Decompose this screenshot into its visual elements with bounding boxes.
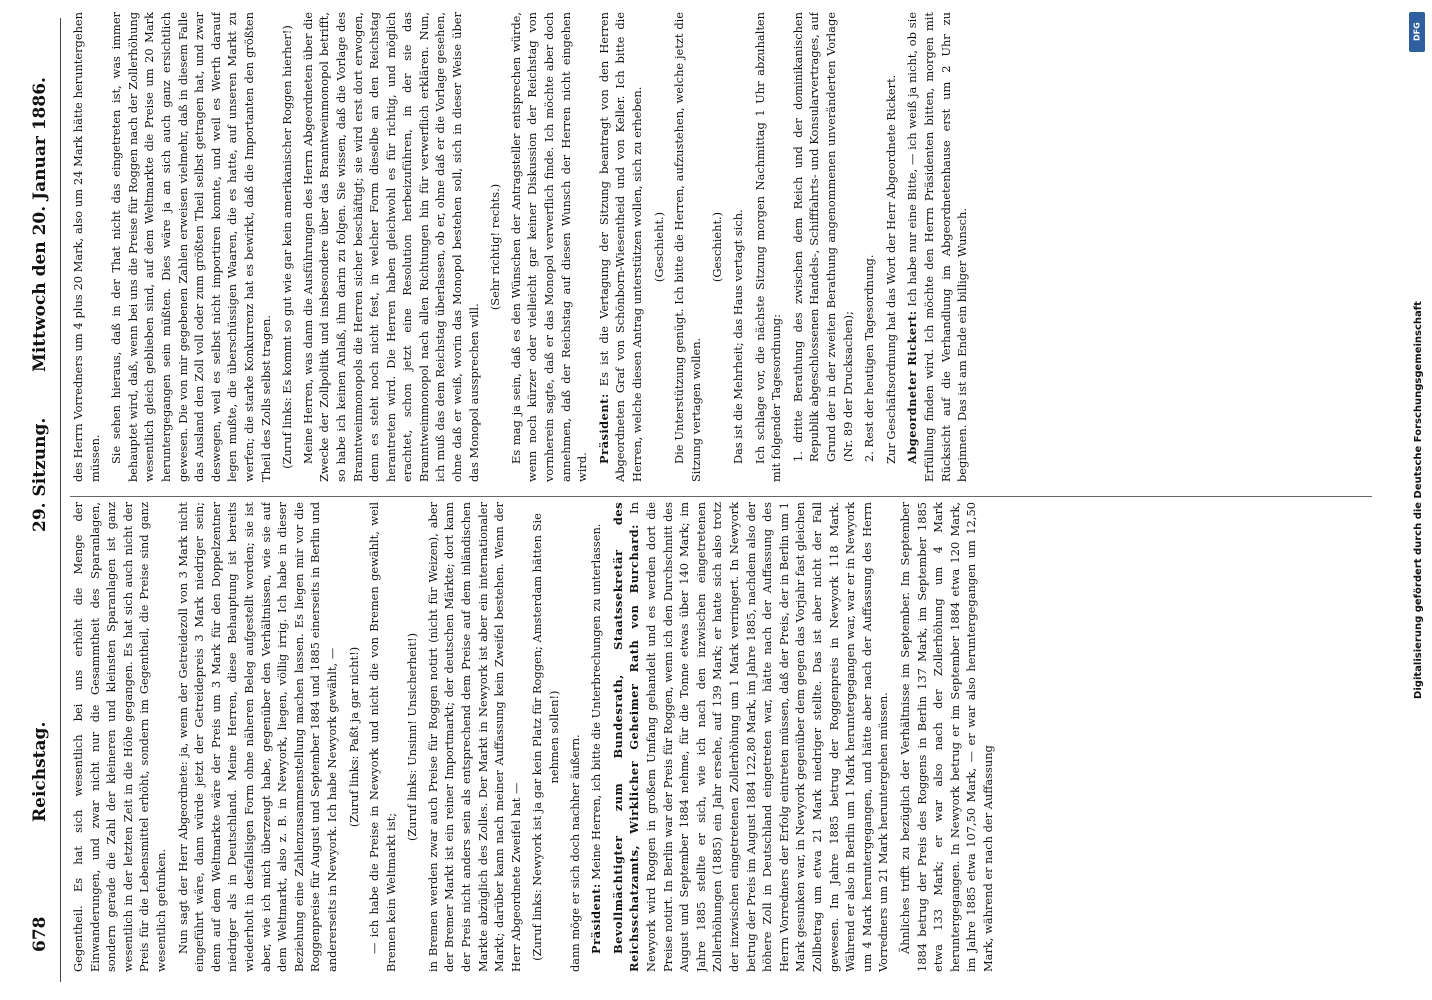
right-interjection [487, 12, 504, 482]
left-interjection [404, 502, 421, 972]
text-columns [70, 12, 1372, 982]
right-interjection [709, 12, 726, 482]
paragraph-text: Zur Geschäftsordnung hat das Wort der Herr Abgeordnete Rickert. [883, 74, 898, 464]
speaker-name: Bevollmächtigter zum Bundesrath, Staatssekretär des Reichsschatzamts, Wirklicher Geheimer Rath von Burchard: [610, 502, 642, 972]
right-interjection [651, 12, 668, 482]
paragraph-text: des Herrn Vorredners um 4 plus 20 Mark, also um 24 Mark hätte heruntergehen müssen. [71, 12, 102, 482]
paragraph-text: dann möge er sich doch nachher äußern. [567, 734, 582, 972]
paragraph-text: (Zuruf links: Paßt ja gar nicht!) [346, 646, 361, 828]
speaker-name: Präsident: [589, 883, 604, 954]
right-paragraph [752, 12, 785, 482]
right-paragraph [70, 12, 103, 482]
page-body [20, 12, 1372, 982]
left-paragraph [588, 502, 605, 972]
speaker-name: Abgeordneter Rickert: [905, 310, 920, 464]
paragraph-text: Meine Herren, was dann die Ausführungen des Herrn Abgeordneten über die Zwecke der Zollpolitik und insbesondere über das Branntweinmonopol betrifft, so habe ich keinen Anlaß, ihm darin zu folgen. Sie wissen, daß die Vorlage des Branntweinmonopols die Herren sicher beschäftigt; sie wird erst dort erwogen, denn es steht noch nicht fest, in welcher Form dieselbe an den Reichstag herantreten wird. Die Herren haben gleichwohl es für richtig, und möglich erachtet, schon jetzt eine Resolution herbeizuführen, in der sie das Branntweinmonopol nach allen Richtungen hin für verwerflich erklären. Nun, ich muß das dem Reichstag überlassen, ob er, ohne daß er die Vorlage gesehen, ohne daß er weiß, worin das Monopol bestehen soll, sich in dieser Weise über das Monopol aussprechen will. [300, 12, 481, 482]
left-interjection [529, 502, 562, 972]
digitization-credit [1406, 6, 1428, 994]
paragraph-text: — ich habe die Preise in Newyork und nicht die von Bremen gewählt, weil Bremen kein Weltmarkt ist; [367, 502, 398, 972]
paragraph-text: Die Unterstützung genügt. Ich bitte die Herren, aufzustehen, welche jetzt die Sitzung vertagen wollen. [672, 12, 703, 482]
right-agenda-item [861, 12, 878, 482]
paragraph-text: 2. Rest der heutigen Tagesordnung. [862, 254, 877, 462]
paragraph-text: (Zuruf links: Unsinn! Unsicherheit!) [405, 632, 420, 842]
left-paragraph [610, 502, 892, 972]
dfg-logo: DFG [1409, 12, 1425, 52]
paragraph-text: Ich schlage vor, die nächste Sitzung morgen Nachmittag 1 Uhr abzuhalten mit folgender Tagesordnung: [752, 12, 784, 482]
header-date: Mittwoch den 20. Januar 1886. [30, 77, 50, 372]
left-paragraph [366, 502, 399, 972]
column-divider [70, 496, 1372, 497]
running-head [20, 18, 60, 982]
paragraph-text: Ähnliches trifft zu bezüglich der Verhältnisse im September. Im September 1884 betrug der Preis des Roggens in Berlin 137 Mark, im September 1885 etwa 133 Mark; er war also nach der Zollerhöhung um 4 Mark heruntergegangen. In Newyork betrug er im September 1884 etwa 120 Mark, im Jahre 1885 etwa 107,50 Mark, — er war also heruntergegangen um 12,50 Mark, während er nach der Auffassung [897, 502, 995, 972]
left-interjection [346, 502, 363, 972]
left-paragraph [175, 502, 341, 972]
paragraph-text: Gegentheil. Es hat sich wesentlich bei uns erhöht die Menge der Einwanderungen, und zwar nicht nur die Gesammtheit des Sparanlagen, sondern gerade die Zahl der kleineren und kleinsten Sparanlagen ist ganz wesentlich in der letzten Zeit in die Höhe gegangen. Es hat sich auch nicht der Preis für die Lebensmittel erhöht, sondern im Gegentheil, die Preise sind ganz wesentlich gefunken. [71, 502, 168, 972]
left-column [70, 502, 1372, 972]
paragraph-text: Das ist die Mehrheit; das Haus vertagt sich. [730, 209, 745, 464]
paragraph-text: (Sehr richtig! rechts.) [488, 183, 503, 311]
right-agenda-item [790, 12, 856, 482]
left-paragraph [70, 502, 170, 972]
header-session: 29. Sitzung. [30, 417, 50, 532]
right-paragraph [883, 12, 900, 482]
paragraph-text: In Newyork wird Roggen in großem Umfang gehandelt und es werden dort die Preise notirt. In Berlin war der Preis für Roggen, wenn ich den Durchschnitt des August und September 1884 nehme, für die Tonne etwas über 140 Mark; im Jahre 1885 stellte er sich, wie ich nach den inzwischen eingetretenen Zollerhöhungen (1885) ein Jahr ersehe, auf 139 Mark; er hatte sich also trotz der inzwischen eingetretenen Zollerhöhung um 1 Mark verringert. In Newyork betrug der Preis im August 1884 122,80 Mark, im Jahre 1885, nachdem also der höhere Zoll in Deutschland eingetreten war, hätte nach der Auffassung des Herrn Vorredners der Erfolg eintreten müssen, daß der Preis, der in Berlin um 1 Mark gesunken war, in Newyork gegenüber dem gegen das Vorjahr fast gleichen Zollbetrag um etwa 21 Mark niedriger stellte. Das ist aber nicht der Fall gewesen. Im Jahre 1885 betrug der Roggenpreis in Newyork 118 Mark. Während er also in Berlin um 1 Mark heruntergegangen war, war er in Newyork um 4 Mark heruntergegangen, und hätte aber nach der Auffassung des Herrn Vorredners um 21 Mark heruntergehen müssen. [627, 502, 891, 972]
right-paragraph [671, 12, 704, 482]
speaker-name: Präsident: [596, 393, 611, 464]
paragraph-text: (Zuruf links: Newyork ist ja gar kein Platz für Roggen; Amsterdam hätten Sie nehmen sollen!) [530, 513, 562, 961]
right-paragraph [730, 12, 747, 482]
right-paragraph [596, 12, 646, 482]
page-number: 678 [30, 916, 50, 952]
credit-text: Digitalisierung gefördert durch die Deutsche Forschungsgemeinschaft [1413, 301, 1424, 699]
paragraph-text: in Bremen werden zwar auch Preise für Roggen notirt (nicht für Weizen), aber der Bremer Markt ist ein reiner Importmarkt; der deutschen Märkte; dort kann der Preis nicht anders sein als entsprechend dem Preise auf dem inländischen Markte abzüglich des Zolles. Der Markt in Newyork ist aber ein internationaler Markt; darüber kann nach meiner Auffassung kein Zweifel bestehen. Wenn der Herr Abgeordnete Zweifel hat — [425, 502, 523, 972]
right-paragraph [508, 12, 591, 482]
paragraph-text: Sie sehen hieraus, daß in der That nicht das eingetreten ist, was immer behauptet wird, daß, wenn bei uns die Preise für Roggen nach der Zollerhöhung wesentlich gleich geblieben sind, auf dem Weltmarkte die Preise um 20 Mark heruntergegangen sein müßten. Dies wäre ja an sich auch ganz ersichtlich gewesen. Die von mir gegebenen Zahlen erweisen vielmehr, daß in diesem Falle das Ausland den Zoll voll oder zum größten Theil selbst getragen hat, und zwar deswegen, weil es selbst nicht importiren konnte, und weil es Werth darauf legen mußte, die überschüssigen Waaren, die es hatte, auf unseren Markt zu werfen; die starke Konkurrenz hat es bewirkt, daß die Importanten den größten Theil des Zolls selbst tragen. [109, 12, 273, 482]
paragraph-text: (Geschieht.) [710, 211, 725, 283]
paragraph-text: Ich habe nur eine Bitte, — ich weiß ja nicht, ob sie Erfüllung finden wird. Ich möchte den Herrn Präsidenten bitten, morgen mit Rücksicht auf die Verhandlung im Abgeordnetenhause erst um 2 Uhr zu beginnen. Das ist am Ende ein billiger Wunsch. [905, 12, 970, 482]
left-paragraph [897, 502, 997, 972]
left-paragraph [567, 502, 584, 972]
paragraph-text: Es ist die Vertagung der Sitzung beantragt von den Herren Abgeordneten Graf von Schönborn-Wiesentheid und von Keller. Ich bitte die Herren, welche diesen Antrag unterstützen wollen, sich zu erheben. [596, 12, 644, 482]
header-publication: Reichstag. [30, 721, 50, 822]
paragraph-text: Es mag ja sein, daß es den Wünschen der Antragsteller entsprechen würde, wenn noch kürzer oder vielleicht gar keiner Diskussion der Reichstag von vornherein sagte, daß er das Monopol verwerflich finde. Ich möchte aber doch annehmen, daß der Reichstag auf diesen Wunsch der Herren nicht eingehen wird. [508, 12, 590, 482]
paragraph-text: Meine Herren, ich bitte die Unterbrechungen zu unterlassen. [589, 523, 604, 880]
paragraph-text: 1. dritte Berathung des zwischen dem Reich und der dominikanischen Republik abgeschlossenen Handels-, Schifffahrts- und Konsularvertrages, auf Grund der in der zweiten Berathung angenommenen unveränderten Vorlage (Nr. 89 der Drucksachen); [790, 12, 855, 462]
right-paragraph [108, 12, 274, 482]
header-rule [60, 18, 61, 982]
right-interjection [279, 12, 296, 482]
paragraph-text: (Zuruf links: Es kommt so gut wie gar kein amerikanischer Roggen hierher!) [280, 25, 295, 469]
right-paragraph [904, 12, 970, 482]
left-paragraph [425, 502, 525, 972]
paragraph-text: Nun sagt der Herr Abgeordnete: ja, wenn der Getreidezoll von 3 Mark nicht eingeführt wäre, dann würde jetzt der Getreidepreis 3 Mark niedriger sein; denn auf dem Weltmarkte wäre der Preis um 3 Mark für den Doppelzentner niedriger als in Deutschland. Meine Herren, diese Behauptung ist bereits wiederholt in desfallsigen Form ohne näheren Beleg aufgestellt worden; sie ist aber, wie ich mich überzeugt habe, gegenüber den Verhältnissen, wie sie auf dem Weltmarkt, also z. B. in Newyork, liegen, völlig irrig. Ich habe in dieser Beziehung eine Zahlenzusammenstellung machen lassen. Es liegen mir vor die Roggenpreise für August und September 1884 und 1885 einerseits in Berlin und andererseits in Newyork. Ich habe Newyork gewählt, — [175, 502, 339, 972]
right-column [70, 12, 1372, 482]
paragraph-text: (Geschieht.) [651, 211, 666, 283]
right-paragraph [300, 12, 483, 482]
